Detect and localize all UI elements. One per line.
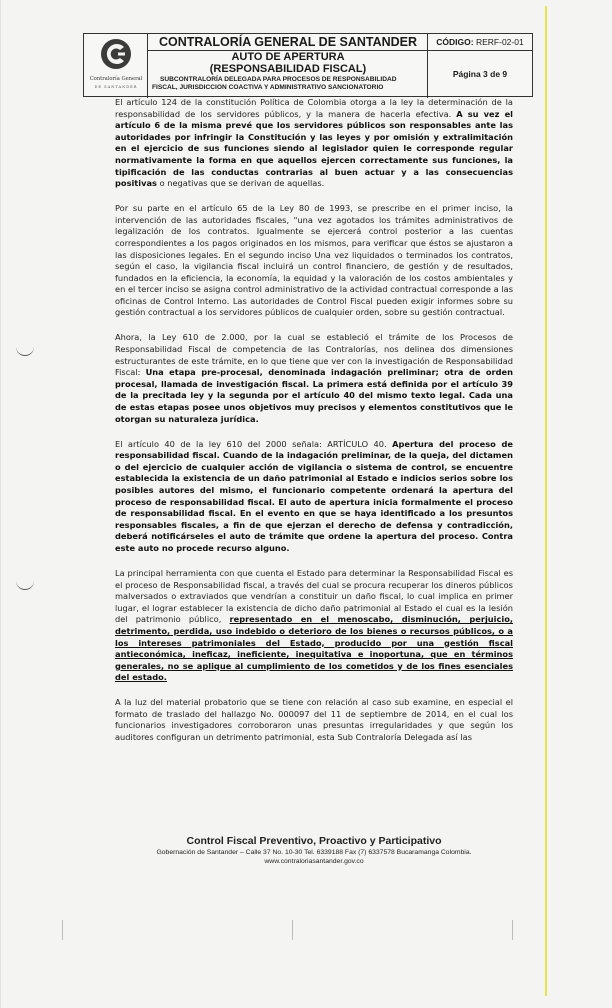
- page-number: Página 3 de 9: [452, 69, 508, 79]
- department-line-1: SUBCONTRALORÍA DELEGADA PARA PROCESOS DE RESPONSABILIDAD: [160, 76, 397, 83]
- code-label: CÓDIGO:: [436, 37, 474, 47]
- paragraph-4-bold: Apertura del proceso de responsabilidad fiscal. Cuando de la indagación preliminar, de la queja, del dictamen o del ejercicio de cualquier acción de vigilancia o sistema de control, se encuentre establecida la existencia de un daño patrimonial al Estado e indicios serios sobre los posibles autores del mismo, el funcionario competente ordenará la apertura del proceso de responsabilidad fiscal. El auto de apertura inicia formalmente el proceso de responsabilidad fiscal. En el evento en que se haya identificado a los presuntos responsables fiscales, a fin de que ejerzan el derecho de defensa y contradicción, deberá notificárseles el auto de trámite que ordene la apertura del proceso. Contra este auto no procede recurso alguno.: [115, 438, 513, 553]
- paragraph-1-bold: A su vez el artículo 6 de la misma prevé que los servidores públicos son responsables ante las autoridades por infringir la Constitución y las leyes y por omisión y extralimitación en el ejercicio de sus funciones siendo al legislador quien le corresponde regular normativamente la forma en que aquellos ejercen correctamente sus funciones, la tipificación de las conductas contrarias al buen actuar y a las consecuencias positivas: [115, 108, 513, 189]
- contraloria-logo-icon: [100, 38, 132, 70]
- document-header: [83, 33, 533, 97]
- paragraph-1: [115, 97, 513, 190]
- paragraph-5-text: La principal herramienta con que cuenta el Estado para determinar la Responsabilidad Fiscal es el proceso de Responsabilidad fiscal, a través del cual se procura recuperar los dineros públicos malversados o extraviados que vendrían a constituir un daño fiscal, lo cual implica en primer lugar, el lograr establecer la existencia de dicho daño patrimonial al Estado el cual es la lesión del patrimonio público,: [115, 567, 513, 625]
- scan-margin-line: [545, 6, 547, 996]
- fold-mark: [512, 920, 513, 940]
- paragraph-3-text: Ahora, la Ley 610 de 2.000, por la cual se estableció el trámite de los Procesos de Responsabilidad Fiscal de competencia de las Contralorías, nos delinea dos dimensiones estructurantes de este trámite, en lo que tiene que ver con la investigación de Responsabilidad Fiscal:: [115, 332, 513, 378]
- logo-subtext: DE SANTANDER: [94, 85, 138, 89]
- department-line-2: FISCAL, JURISDICCION COACTIVA Y ADMINISTRATIVO SANCIONATORIO: [152, 83, 384, 91]
- footer-website: www.contraloriasantander.gov.co: [264, 858, 364, 865]
- org-title: CONTRALORÍA GENERAL DE SANTANDER: [148, 34, 428, 51]
- paragraph-1-text: El artículo 124 de la constitución Política de Colombia otorga a la ley la determinación de la responsabilidad de los servidores públicos, y la manera de hacerla efectiva.: [115, 97, 513, 119]
- fold-mark: [62, 920, 63, 940]
- title-cell: [148, 34, 428, 98]
- paragraph-3-bold: Una etapa pre-procesal, denominada indagación preliminar; otra de orden procesal, llamada de investigación fiscal. La primera está definida por el artículo 39 de la precitada ley y la segunda por el artículo 40 del mismo texto legal. Cada una de estas etapas posee unos objetivos muy precisos y elementos constitutivos que le otorgan su naturaleza jurídica.: [115, 367, 513, 424]
- paragraph-1-end: o negativas que se derivan de aquellas.: [156, 178, 325, 189]
- doc-subtitle: (RESPONSABILIDAD FISCAL): [209, 63, 367, 75]
- department-name: [152, 76, 426, 91]
- logo-cell: [84, 34, 148, 98]
- document-body: [115, 97, 513, 757]
- paragraph-6: A la luz del material probatorio que se tiene con relación al caso sub examine, en especial el formato de traslado del hallazgo No. 000097 del 11 de septiembre de 2014, en el cual los funcionarios investigadores corroboraron unas presuntas irregularidades y que según los auditores configuran un detrimento patrimonial, esta Sub Contraloría Delegada así las: [115, 697, 513, 743]
- code-value: RERF-02-01: [475, 37, 524, 47]
- paragraph-4: [115, 439, 513, 555]
- footer-slogan: Control Fiscal Preventivo, Proactivo y Participativo: [186, 835, 442, 847]
- paragraph-2: Por su parte en el artículo 65 de la Ley 80 de 1993, se prescribe en el primer inciso, la intervención de las autoridades fiscales, "una vez agotados los trámites administrativos de legalización de los contratos. Igualmente se ejercerá control posterior a las cuentas correspondientes a los pagos originados en los mismos, para verificar que éstos se ajustaron a las disposiciones legales. En el segundo inciso Una vez liquidados o terminados los contratos, según el caso, la vigilancia fiscal incluirá un control financiero, de gestión y de resultados, fundados en la eficiencia, la economía, la equidad y la valoración de los costos ambientales y en el tercer inciso se asigna control administrativo de la actividad contractual corresponde a las oficinas de Control Interno. Las autoridades de Control Fiscal pueden exigir informes sobre su gestión contractual a los servidores públicos de cualquier orden, sobre su gestión contractual.: [115, 203, 513, 318]
- code-cell: [428, 34, 532, 51]
- fold-mark: [292, 920, 293, 940]
- paragraph-4-text: El artículo 40 de la ley 610 del 2000 señala: ARTÍCULO 40.: [115, 438, 393, 449]
- document-footer: [115, 834, 513, 866]
- paragraph-5-underlined: representado en el menoscabo, disminución, perjuicio, detrimento, perdida, uso indebido o deterioro de los bienes o recursos públicos, o a los intereses patrimoniales del Estado, producido por una gestión fiscal antieconómica, ineficaz, ineficiente, inequitativa e inoportuna, que en términos generales, no se aplique al cumplimiento de los cometidos y de los fines esenciales del estado.: [115, 614, 513, 683]
- doc-title: AUTO DE APERTURA: [231, 51, 345, 63]
- footer-address: Gobernación de Santander – Calle 37 No. 10-30 Tel. 6339188 Fax (7) 6337578 Bucaramanga Colombia.: [156, 849, 472, 856]
- paragraph-5: [115, 568, 513, 684]
- logo-text: Contraloría General: [89, 76, 143, 82]
- paragraph-3: [115, 332, 513, 425]
